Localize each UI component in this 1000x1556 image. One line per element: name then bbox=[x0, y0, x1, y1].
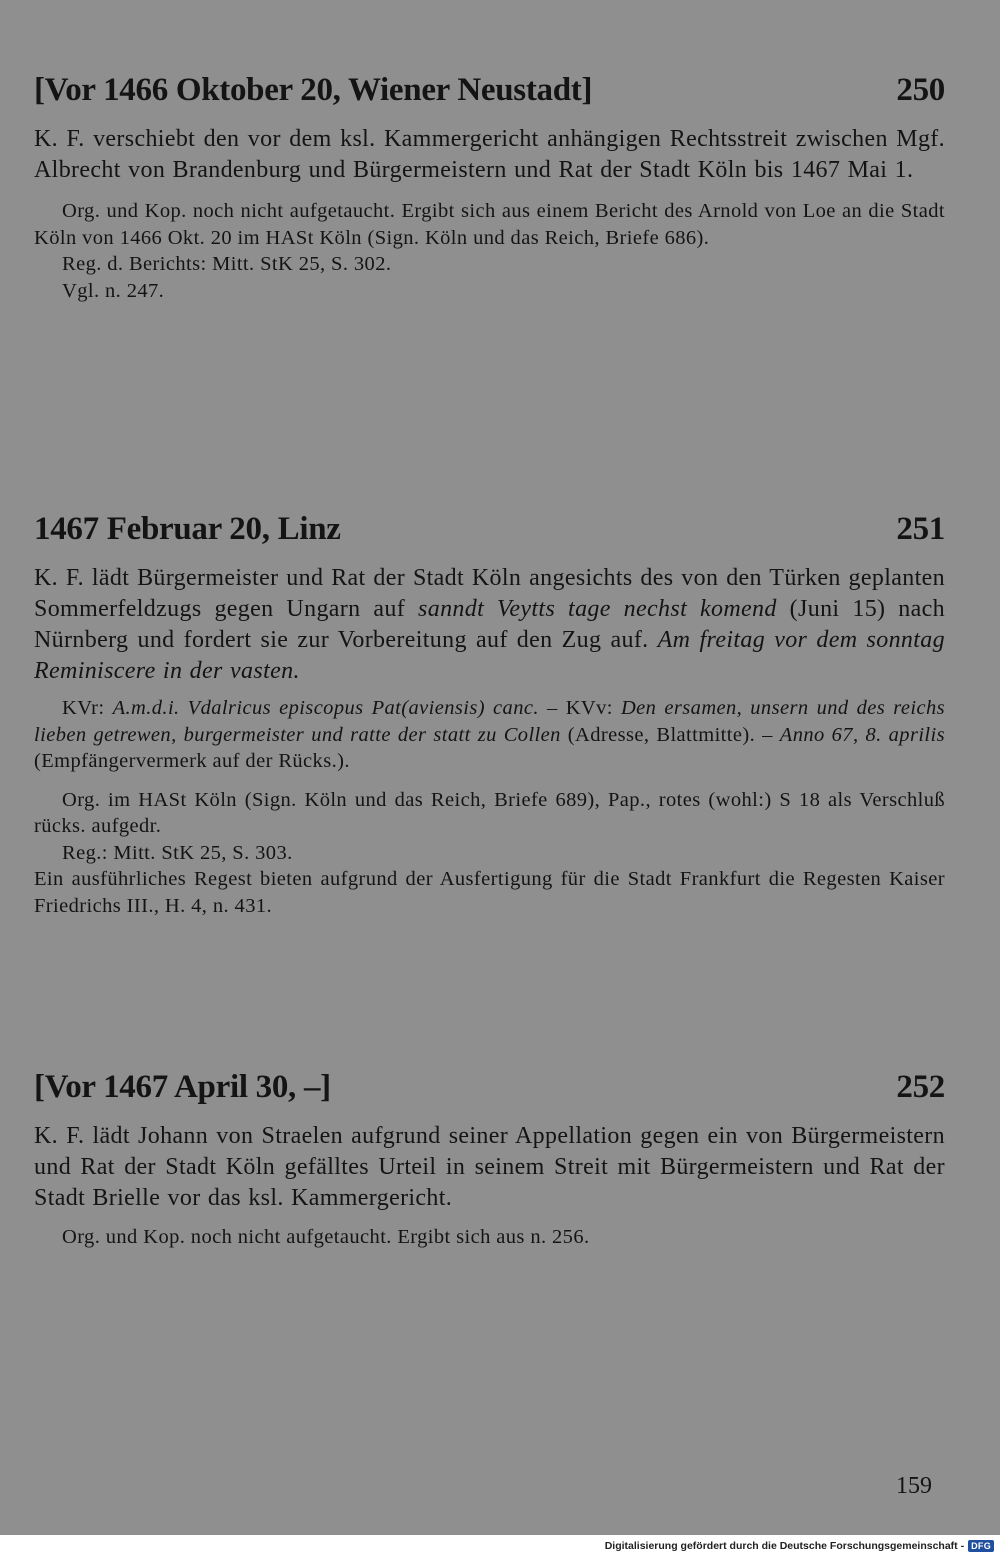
note-reference: Vgl. n. 247. bbox=[62, 279, 165, 302]
entry-summary bbox=[34, 124, 945, 186]
digitization-footer bbox=[605, 1538, 994, 1554]
entry-number: 252 bbox=[896, 1069, 945, 1105]
entry-heading bbox=[34, 70, 945, 110]
anno-text: Anno 67, 8. aprilis bbox=[779, 723, 945, 746]
kvr-text: A.m.d.i. Vdalricus episcopus Pat(aviensis) canc. bbox=[112, 697, 539, 719]
entry-number: 251 bbox=[896, 511, 945, 547]
kvv-label: – KVv: bbox=[538, 697, 621, 719]
note-regest: Reg.: Mitt. StK 25, S. 303. bbox=[62, 841, 293, 864]
entry-summary bbox=[34, 563, 945, 687]
kanzleivermerke bbox=[34, 695, 945, 775]
summary-dating-clause: Am freitag vor dem sonntag Reminiscere in der vasten. bbox=[34, 627, 945, 684]
entry-date-place: [Vor 1466 Oktober 20, Wiener Neustadt] bbox=[34, 72, 593, 108]
entry-252 bbox=[34, 1067, 945, 1251]
entry-251 bbox=[34, 509, 945, 919]
entry-250 bbox=[34, 70, 945, 304]
entry-date-place: 1467 Februar 20, Linz bbox=[34, 511, 341, 547]
entry-number: 250 bbox=[896, 72, 945, 108]
summary-text: K. F. lädt Johann von Straelen aufgrund seiner Appellation gegen ein von Bürgermeistern und Rat der Stadt Köln gefälltes Urteil in seinem Streit mit Bürgermeistern und Rat der Stadt Brielle vor das ksl. Kammergericht. bbox=[34, 1123, 945, 1211]
entry-notes bbox=[34, 1224, 945, 1251]
page-number: 159 bbox=[896, 1473, 932, 1499]
footer-credit: Digitalisierung gefördert durch die Deutsche Forschungsgemeinschaft - bbox=[604, 1540, 965, 1552]
entry-vermerke bbox=[34, 695, 945, 775]
dfg-logo-icon: DFG bbox=[968, 1540, 994, 1552]
entry-heading bbox=[34, 509, 945, 549]
summary-quote: sanndt Veytts tage nechst komend bbox=[418, 596, 777, 622]
kvr-label: KVr: bbox=[62, 697, 113, 719]
entry-date-place: [Vor 1467 April 30, –] bbox=[34, 1069, 331, 1105]
summary-part: K. F. lädt Bürgermeister und Rat der Stadt Köln angesichts des von den Türken geplanten Sommerfeldzugs gegen Ungarn auf bbox=[34, 565, 945, 622]
entry-notes bbox=[34, 198, 945, 304]
kvv-text: Den ersamen, unsern und des reichs lieben getrewen, burgermeister und ratte der statt zu Collen bbox=[34, 697, 945, 746]
kvv-note: (Adresse, Blattmitte). – bbox=[560, 723, 780, 746]
summary-part: (Juni 15) nach Nürnberg und fordert sie zur Vorbereitung auf den Zug auf. bbox=[34, 596, 946, 653]
note-reference: Ein ausführliches Regest bieten aufgrund der Ausfertigung für die Stadt Frankfurt die Regesten Kaiser Friedrichs III., H. 4, n. 431. bbox=[34, 868, 945, 917]
note-source: Org. und Kop. noch nicht aufgetaucht. Ergibt sich aus n. 256. bbox=[62, 1226, 590, 1248]
entry-summary bbox=[34, 1121, 945, 1214]
entry-notes bbox=[34, 787, 945, 920]
note-source: Org. und Kop. noch nicht aufgetaucht. Ergibt sich aus einem Bericht des Arnold von Loe an die Stadt Köln von 1466 Okt. 20 im HASt Köln (Sign. Köln und das Reich, Briefe 686). bbox=[34, 200, 945, 249]
summary-text bbox=[34, 563, 945, 687]
anno-note: (Empfängervermerk auf der Rücks.). bbox=[34, 750, 350, 772]
summary-text: K. F. verschiebt den vor dem ksl. Kammergericht anhängigen Rechtsstreit zwischen Mgf. Albrecht von Brandenburg und Bürgermeistern und Rat der Stadt Köln bis 1467 Mai 1. bbox=[34, 126, 945, 183]
entry-heading bbox=[34, 1067, 945, 1107]
note-regest: Reg. d. Berichts: Mitt. StK 25, S. 302. bbox=[62, 253, 392, 275]
note-source: Org. im HASt Köln (Sign. Köln und das Reich, Briefe 689), Pap., rotes (wohl:) S 18 als Verschluß rücks. aufgedr. bbox=[34, 788, 945, 837]
